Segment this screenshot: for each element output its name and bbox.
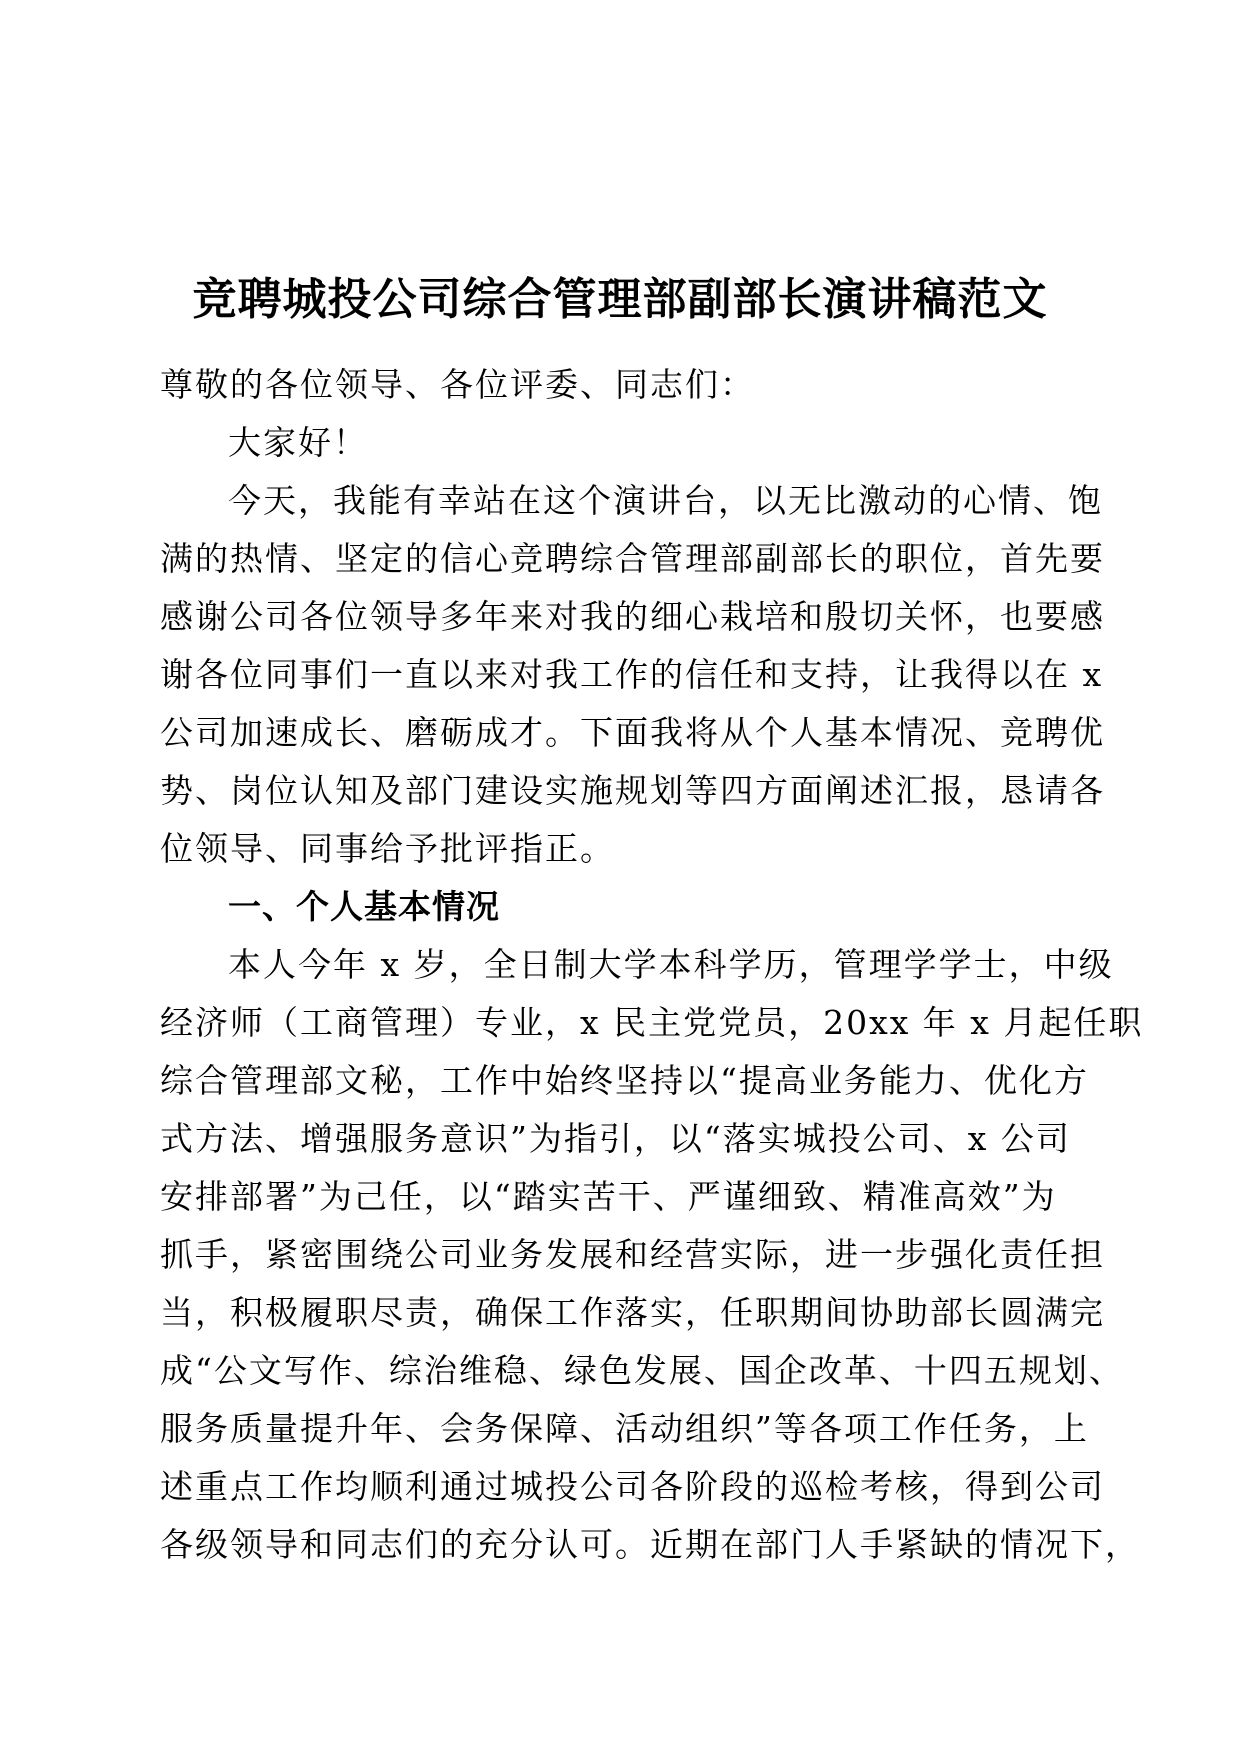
section-line: 经济师（工商管理）专业，x 民主党党员，20xx 年 x 月起任职: [160, 1003, 1144, 1042]
greeting: 大家好！: [228, 423, 368, 462]
section-line: 安排部署”为己任，以“踏实苦干、严谨细致、精准高效”为: [160, 1177, 1057, 1216]
salutation: 尊敬的各位领导、各位评委、同志们：: [160, 365, 755, 404]
section-line: 综合管理部文秘，工作中始终坚持以“提高业务能力、优化方: [160, 1061, 1089, 1100]
section-heading: 一、个人基本情况: [228, 887, 500, 926]
section-line: 述重点工作均顺利通过城投公司各阶段的巡检考核，得到公司: [160, 1467, 1105, 1506]
intro-line: 谢各位同事们一直以来对我工作的信任和支持，让我得以在 x: [160, 655, 1104, 694]
section-line: 本人今年 x 岁，全日制大学本科学历，管理学学士，中级: [228, 945, 1114, 984]
intro-line: 感谢公司各位领导多年来对我的细心栽培和殷切关怀，也要感: [160, 597, 1105, 636]
intro-line: 公司加速成长、磨砺成才。下面我将从个人基本情况、竞聘优: [160, 713, 1105, 752]
intro-line: 势、岗位认知及部门建设实施规划等四方面阐述汇报，恳请各: [160, 771, 1105, 810]
intro-line: 位领导、同事给予批评指正。: [160, 829, 615, 868]
section-line: 成“公文写作、综治维稳、绿色发展、国企改革、十四五规划、: [160, 1351, 1124, 1390]
document-body: [160, 356, 1144, 1574]
document-title: 竞聘城投公司综合管理部副部长演讲稿范文: [192, 274, 1048, 325]
section-line: 抓手，紧密围绕公司业务发展和经营实际，进一步强化责任担: [160, 1235, 1105, 1274]
section-line: 各级领导和同志们的充分认可。近期在部门人手紧缺的情况下，: [160, 1525, 1140, 1564]
intro-line: 今天，我能有幸站在这个演讲台，以无比激动的心情、饱: [228, 481, 1103, 520]
section-line: 服务质量提升年、会务保障、活动组织”等各项工作任务，上: [160, 1409, 1089, 1448]
section-line: 当，积极履职尽责，确保工作落实，任职期间协助部长圆满完: [160, 1293, 1105, 1332]
intro-line: 满的热情、坚定的信心竞聘综合管理部副部长的职位，首先要: [160, 539, 1105, 578]
section-line: 式方法、增强服务意识”为指引，以“落实城投公司、x 公司: [160, 1119, 1071, 1158]
